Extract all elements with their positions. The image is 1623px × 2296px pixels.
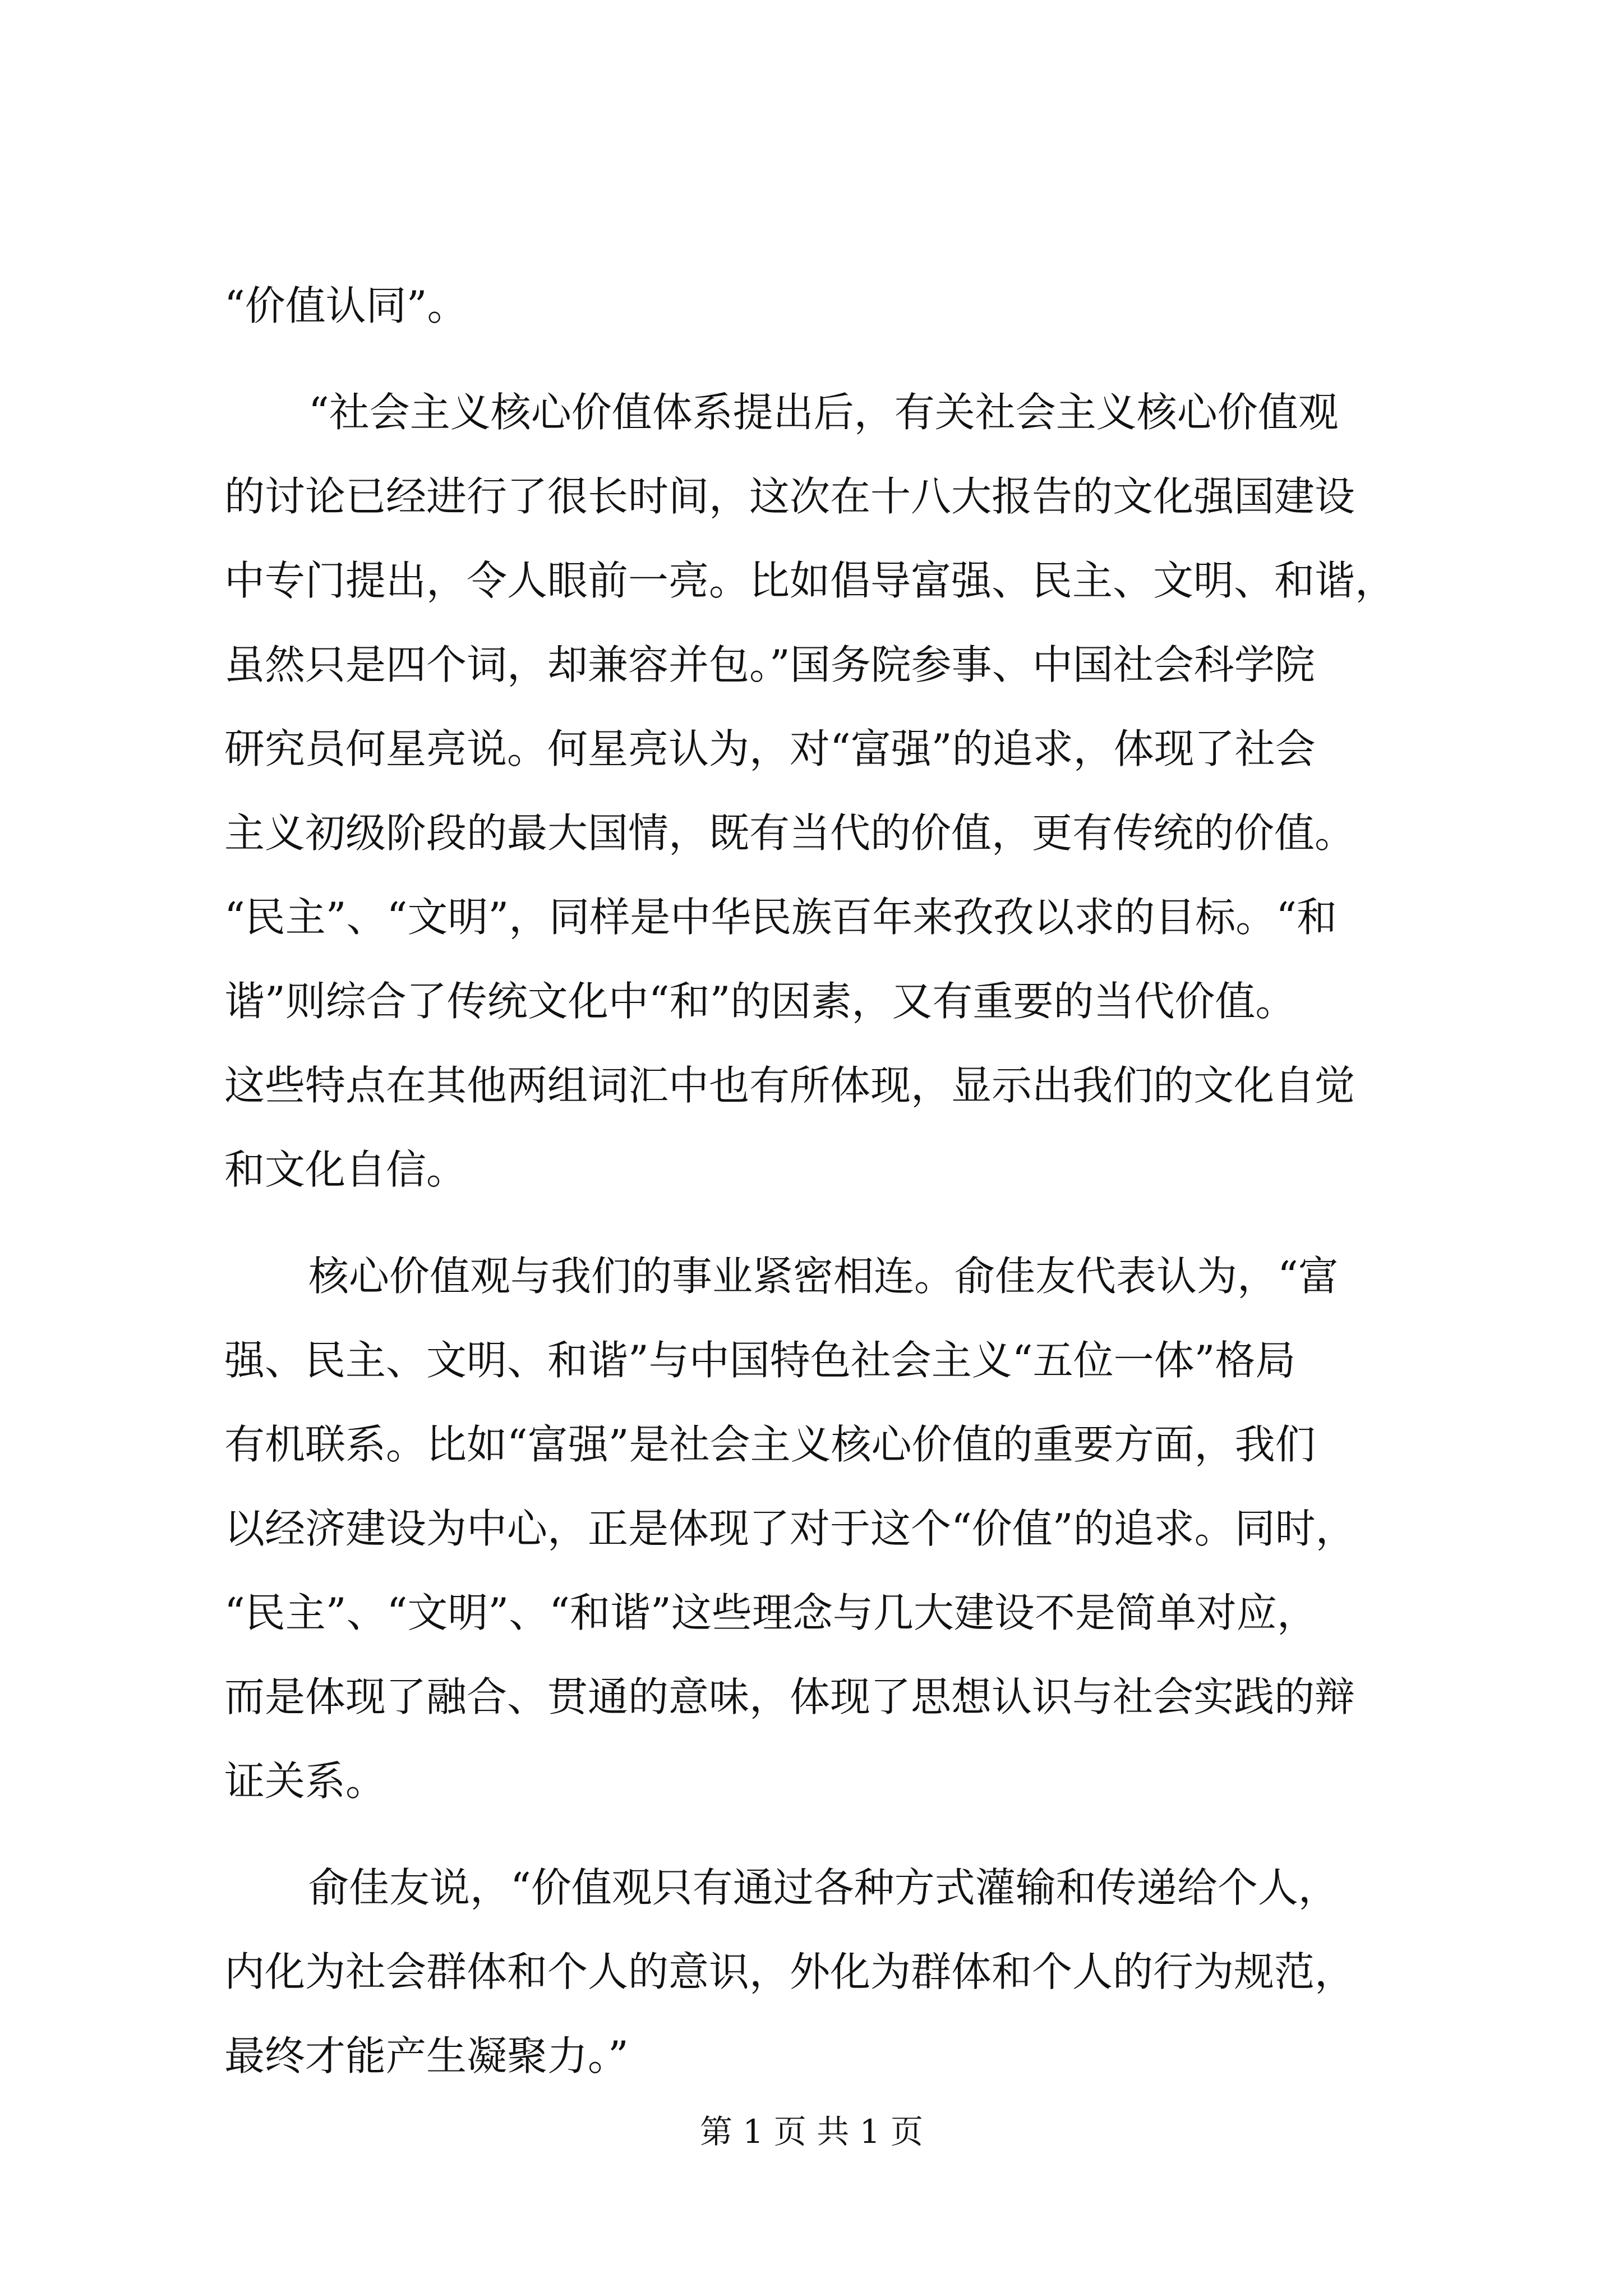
text-line: 以经济建设为中心，正是体现了对于这个“价值”的追求。同时， [224,1505,1356,1552]
text-line: 谐”则综合了传统文化中“和”的因素，又有重要的当代价值。 [224,978,1296,1025]
text-line: 证关系。 [224,1757,386,1805]
text-line: 俞佳友说，“价值观只有通过各种方式灌输和传递给个人， [308,1864,1339,1911]
text-line: 和文化自信。 [224,1146,467,1193]
text-line: 虽然只是四个词，却兼容并包。”国务院参事、中国社会科学院 [224,641,1315,688]
text-line: 核心价值观与我们的事业紧密相连。俞佳友代表认为，“富 [308,1253,1339,1300]
text-line: 而是体现了融合、贯通的意味，体现了思想认识与社会实践的辩 [224,1673,1355,1720]
text-line: 最终才能产生凝聚力。” [224,2032,629,2079]
text-line: 强、民主、文明、和谐”与中国特色社会主义“五位一体”格局 [224,1337,1296,1384]
text-line: “价值认同”。 [224,282,468,329]
text-line: 研究员何星亮说。何星亮认为，对“富强”的追求，体现了社会 [224,725,1316,772]
text-line: “民主”、“文明”、“和谐”这些理念与几大建设不是简单对应， [224,1589,1317,1636]
text-line: 内化为社会群体和个人的意识，外化为群体和个人的行为规范， [224,1948,1355,1995]
text-line: 的讨论已经进行了很长时间，这次在十八大报告的文化强国建设 [224,473,1355,520]
text-line: “民主”、“文明”，同样是中华民族百年来孜孜以求的目标。“和 [224,894,1338,941]
text-line: 中专门提出，令人眼前一亮。比如倡导富强、民主、文明、和谐， [224,557,1396,604]
page-number-footer: 第 1 页 共 1 页 [700,2113,923,2151]
text-line: “社会主义核心价值体系提出后，有关社会主义核心价值观 [308,389,1339,436]
text-line: 这些特点在其他两组词汇中也有所体现，显示出我们的文化自觉 [224,1062,1355,1109]
text-line: 有机联系。比如“富强”是社会主义核心价值的重要方面，我们 [224,1421,1316,1468]
text-line: 主义初级阶段的最大国情，既有当代的价值，更有传统的价值。 [224,809,1355,857]
